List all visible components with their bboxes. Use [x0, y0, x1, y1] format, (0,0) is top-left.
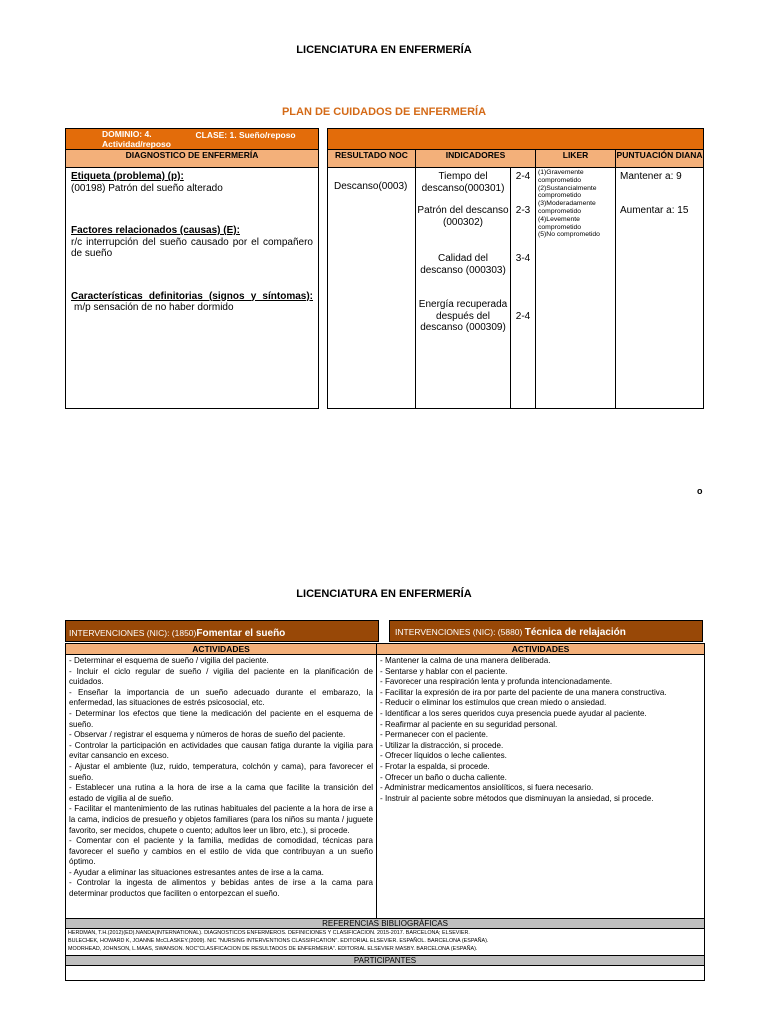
participantes-header: PARTICIPANTES	[66, 956, 705, 966]
page1-title: LICENCIATURA EN ENFERMERÍA	[296, 44, 472, 56]
reference-item: MOORHEAD, JOHNSON, L.MAAS, SWANSON. NOC"CLASIFICACION DE RESULTADOS DE ENFERMERIA". EDITORIAL ELSEVIER MASBY. BARCELONA (ESPAÑA).	[68, 946, 478, 953]
activity-item: - Facilitar el mantenimiento de las rutinas habituales del paciente a la hora de irse a la cama, indicios de presueño y objetos familiares (para los niños su manta / juguete favorito, ser mecidos, chupete o cuento; adultos leer un libro, etc.), si procede.	[69, 804, 373, 835]
indicator-range: 2-4	[515, 311, 531, 322]
noc-table	[327, 128, 704, 409]
mantener-value: Mantener a: 9	[620, 171, 682, 182]
liker-item: (3)Moderadamente comprometido	[538, 200, 596, 215]
page1-subtitle: PLAN DE CUIDADOS DE ENFERMERÍA	[281, 106, 487, 118]
liker-item: (1)Gravemente comprometido	[538, 169, 584, 184]
etiqueta-value: (00198) Patrón del sueño alterado	[71, 182, 223, 194]
reference-item: HERDMAN, T.H.(2012)(ED).NANDA(INTERNATIONAL). DIAGNOSTICOS ENFERMEROS. DEFINICIONES Y CLASIFICACION. 2015-2017. BARCELONA; ELSEVIER.	[68, 930, 470, 936]
liker-item: (4)Levemente comprometido	[538, 215, 582, 231]
activity-item: - Reafirmar al paciente en su seguridad personal.	[380, 719, 558, 729]
activity-item: - Observar / registrar el esquema y números de horas de sueño del paciente.	[69, 730, 346, 740]
activity-item: - Frotar la espalda, si procede.	[380, 761, 490, 771]
activity-item: - Sentarse y hablar con el paciente.	[380, 666, 508, 676]
indicator-name: Patrón del descanso (000302)	[417, 205, 509, 228]
activity-item: - Utilizar la distracción, si procede.	[380, 740, 504, 750]
activity-item: - Permanecer con el paciente.	[380, 730, 488, 740]
aumentar-value: Aumentar a: 15	[620, 205, 689, 216]
activity-item: - Favorecer una respiración lenta y profunda intencionadamente.	[380, 677, 613, 687]
referencias-header: REFERENCIAS BIBLIOGRÁFICAS	[66, 919, 705, 929]
activity-item: - Administrar medicamentos ansiolíticos, si fuera necesario.	[380, 783, 594, 793]
references-list	[66, 929, 705, 956]
diagnostico-header: DIAGNOSTICO DE ENFERMERÍA	[66, 150, 319, 168]
actividades-header-left: ACTIVIDADES	[66, 644, 377, 655]
indicator-name: Tiempo del descanso(000301)	[421, 171, 505, 194]
resultado-noc-header: RESULTADO NOC	[328, 150, 416, 168]
actividades-header-right: ACTIVIDADES	[377, 644, 705, 655]
activity-item: - Comentar con el paciente y la familia, medidas de comodidad, técnicas para favorecer el sueño y cambios en el estilo de vida que contribuyan a un sueño óptimo.	[69, 836, 373, 867]
indicator-name: Energía recuperada después del descanso (000309)	[418, 299, 508, 333]
page2-title: LICENCIATURA EN ENFERMERÍA	[296, 588, 472, 600]
puntuacion-values	[616, 168, 704, 409]
activity-item: - Determinar los efectos que tiene la medicación del paciente en el esquema de sueño.	[69, 708, 373, 729]
activity-item: - Identificar a los seres queridos cuya presencia puede ayudar al paciente.	[380, 708, 647, 718]
liker-scale	[536, 168, 616, 409]
indicator-range: 2-4	[515, 171, 531, 182]
reference-item: BULECHEK, HOWARD K, JOANNE McCLASKEY.(2009). NIC "NURSING INTERVENTIONS CLASSIFICATION". EDITORIAL ELSEVIER. ESPAÑOL. BARCELONA (ESPAÑA).	[68, 938, 489, 945]
right-activities	[377, 655, 705, 919]
indicators-names	[416, 168, 511, 409]
indicator-range: 2-3	[515, 205, 531, 216]
nic-left-header: INTERVENCIONES (NIC): (1850)Fomentar el sueño	[65, 620, 379, 642]
activity-item: - Ajustar el ambiente (luz, ruido, temperatura, colchón y cama), para favorecer el sueño.	[69, 761, 373, 782]
puntuacion-header: PUNTUACIÓN DIANA	[616, 150, 704, 168]
indicadores-header: INDICADORES	[416, 150, 536, 168]
left-activities	[66, 655, 377, 919]
activity-item: - Facilitar la expresión de ira por parte del paciente de una manera constructiva.	[380, 687, 667, 697]
activity-item: - Incluir el ciclo regular de sueño / vigilia del paciente en la planificación de cuidados.	[69, 666, 373, 687]
diagnosis-body	[66, 168, 319, 409]
etiqueta-label: Etiqueta (problema) (p):	[71, 171, 184, 182]
liker-item: (2)Sustancialmente comprometido	[538, 184, 597, 200]
page-mark: o	[697, 486, 703, 496]
activity-item: - Ayudar a eliminar las situaciones estresantes antes de irse a la cama.	[69, 867, 324, 877]
activity-item: - Establecer una rutina a la hora de irse a la cama que facilite la transición del estado de vigilia al de sueño.	[69, 783, 373, 803]
activity-item: - Ofrecer un baño o ducha caliente.	[380, 772, 507, 782]
dominio-cell: DOMINIO: 4. Actividad/reposo	[66, 129, 192, 150]
caract-label: Características definitorias (signos y síntomas):	[71, 290, 313, 302]
activity-item: - Ofrecer líquidos o leche calientes.	[380, 751, 507, 761]
nic-right-header: INTERVENCIONES (NIC): (5880) Técnica de relajación	[389, 620, 703, 642]
liker-header: LIKER	[536, 150, 616, 168]
activity-item: - Controlar la ingesta de alimentos y bebidas antes de irse a la cama para determinar productos que faciliten o entorpezcan el sueño.	[69, 878, 373, 899]
activity-item: - Instruir al paciente sobre métodos que disminuyan la ansiedad, si procede.	[380, 793, 654, 803]
activities-table	[65, 643, 705, 981]
diagnosis-table	[65, 128, 319, 409]
indicators-ranges	[511, 168, 536, 409]
indicator-range: 3-4	[515, 253, 531, 264]
activity-item: - Mantener la calma de una manera deliberada.	[380, 656, 551, 665]
factores-label: Factores relacionados (causas) (E):	[71, 225, 240, 236]
indicator-name: Calidad del descanso (000303)	[420, 253, 506, 276]
participantes-body	[66, 966, 705, 981]
noc-value: Descanso(0003)	[328, 168, 416, 409]
caract-value: m/p sensación de no haber dormido	[74, 302, 234, 313]
activity-item: - Enseñar la importancia de un sueño adecuado durante el embarazo, la enfermedad, las situaciones de estrés psicosocial, etc.	[69, 687, 373, 708]
activity-item: - Determinar el esquema de sueño / vigilia del paciente.	[69, 656, 269, 665]
factores-value: r/c interrupción del sueño causado por el compañero de sueño	[71, 236, 313, 259]
liker-item: (5)No comprometido	[538, 231, 600, 239]
activity-item: - Reducir o eliminar los estímulos que crean miedo o ansiedad.	[380, 698, 607, 708]
clase-cell: CLASE: 1. Sueño/reposo	[192, 129, 319, 150]
noc-top-band	[328, 129, 704, 150]
activity-item: - Controlar la participación en actividades que causan fatiga durante la vigilia para evitar cansancio en exceso.	[69, 740, 373, 761]
